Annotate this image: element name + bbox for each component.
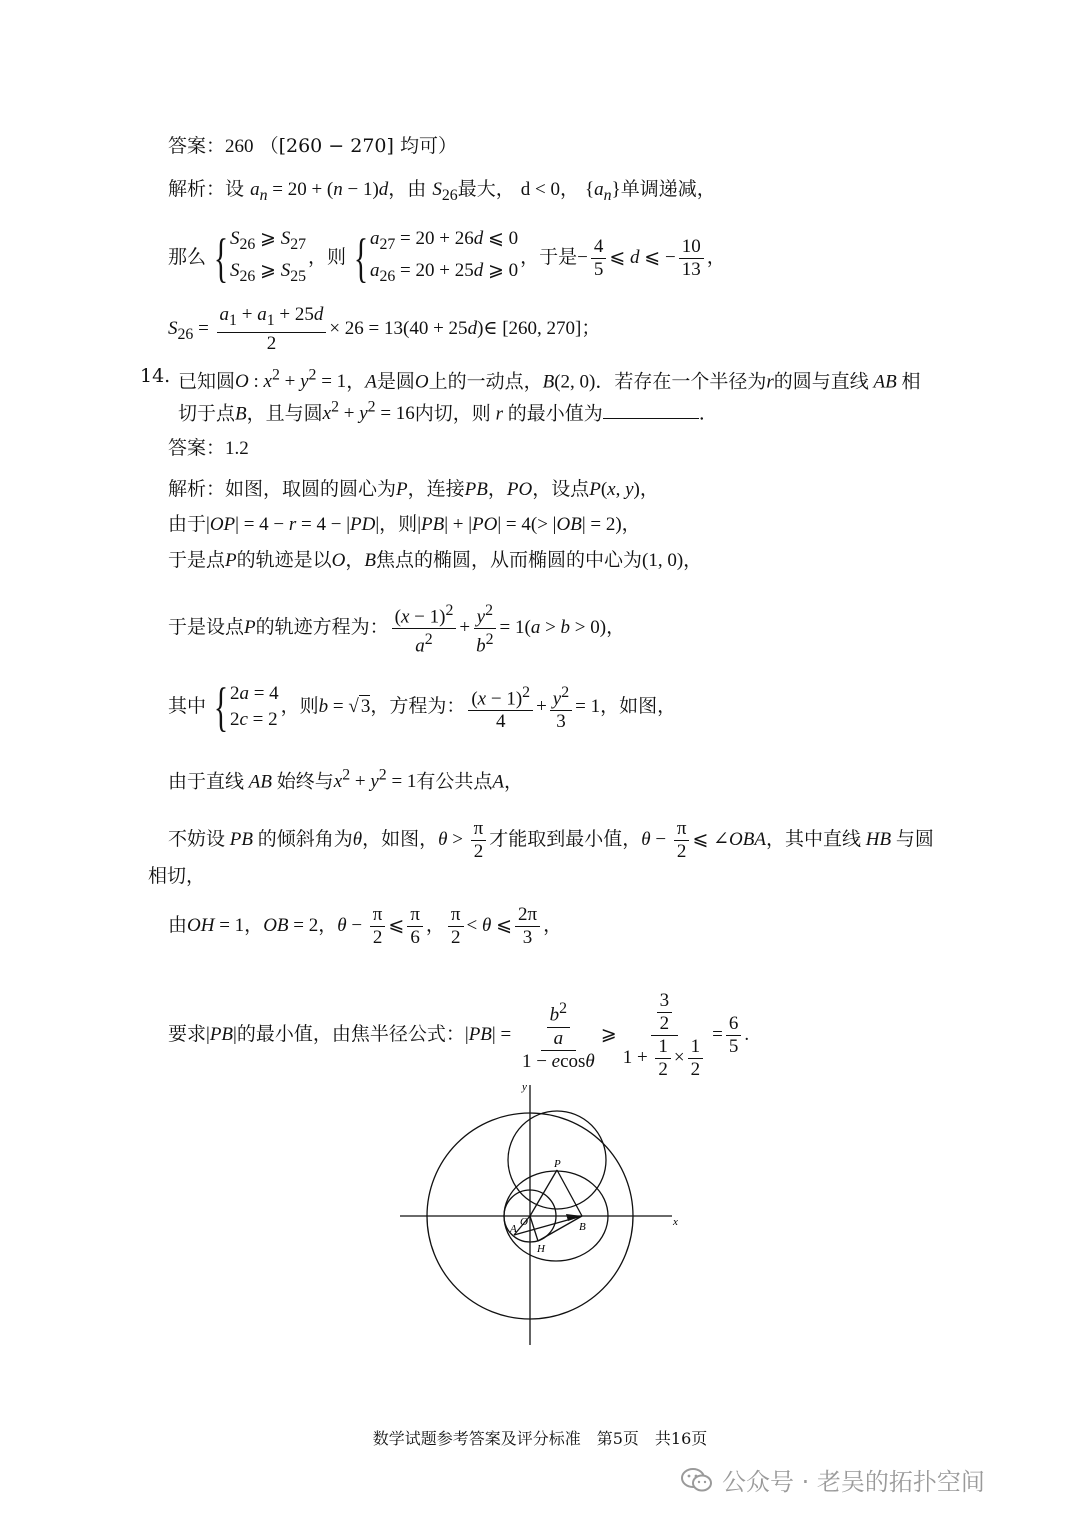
- analysis-14-line4: 于是设点P的轨迹方程为： $\frac{(x - 1)^2}{a^2}$ + $\frac{y^2}{b^2}$ = 1(a > b > 0)，: [168, 602, 626, 657]
- label-H: H: [537, 1243, 545, 1255]
- question-number: 14.: [140, 365, 171, 387]
- analysis-14-line3: 于是点P的轨迹是以O，B焦点的椭圆，从而椭圆的中心为(1, 0)，: [168, 549, 703, 571]
- segment-HB: [538, 1216, 582, 1241]
- question-14-line1: 已知圆O : $x^2 + y^2 = 1$，A是圆O上的一动点，B(2, 0)．若存在一个半径为r的圆与直线 AB 相: [178, 367, 921, 393]
- watermark-text: 公众号 · 老吴的拓扑空间: [722, 1468, 985, 1496]
- answer-13: 答案：260 （[260 − 270] 均可）: [168, 135, 457, 157]
- wechat-icon: [680, 1466, 714, 1494]
- analysis-14-line2: 由于|OP| = 4 − r = 4 − |PD|，则|PB| + |PO| = 4(> |OB| = 2)，: [168, 513, 641, 535]
- question-14-line2: 切于点B，且与圆$x^2 + y^2 = 16$内切，则 r 的最小值为 .: [178, 399, 705, 425]
- analysis-14-line9: 由OH = 1，OB = 2，θ − $\frac{\pi}{2}$ ⩽ $\frac{\pi}{6}$ ， $\frac{\pi}{2}$ < θ ⩽ $\frac{2\pi}{3}$ ，: [168, 904, 563, 948]
- analysis-14-line7: 不妨设 PB 的倾斜角为θ，如图，θ > $\frac{\pi}{2}$ 才能取到最小值，θ − $\frac{\pi}{2}$ ⩽ ∠OBA，其中直线 HB 与圆: [168, 818, 934, 862]
- label-y: y: [522, 1081, 527, 1093]
- geometry-figure: [390, 1075, 690, 1355]
- label-B: B: [579, 1221, 586, 1233]
- analysis-14-line5: 其中 { 2a = 4 2c = 2 ，则b = √ 3，方程为： $\frac{(x - 1)^2}{4}$ + $\frac{y^2}{3}$ = 1，如图，: [168, 677, 677, 737]
- label-x: x: [673, 1216, 678, 1228]
- analysis-14-line1: 解析：如图，取圆的圆心为P，连接PB，PO，设点P(x, y)，: [168, 478, 659, 500]
- label-A: A: [510, 1223, 517, 1235]
- page-footer: 数学试题参考答案及评分标准 第5页 共16页: [372, 1429, 708, 1448]
- watermark: [680, 1462, 985, 1497]
- analysis-13-line3: $S_{26}$ = $\frac{a_1 + a_1 + 25d}{2}$ × 26 = 13(40 + 25d)∈ [260, 270]；: [168, 304, 601, 354]
- analysis-13-line1: 解析：设 $a_n = 20 + (n - 1)d$，由 $S_{26}$最大， d < 0， $\{a_n\}$单调递减，: [168, 178, 716, 204]
- analysis-14-line6: 由于直线 AB 始终与$x^2 + y^2 = 1$有公共点A，: [168, 767, 524, 793]
- analysis-14-line8: 相切，: [148, 865, 206, 887]
- label-O: O: [520, 1216, 528, 1228]
- analysis-14-line10: 要求|PB|的最小值，由焦半径公式：|PB| = $\frac{\frac{b^2}{a}}{1 - ecos\theta}$ ⩾ $\frac{3}{2}$ 1 + $\frac{1}{2}$ × $\frac{1}{2}$ = $\frac{6}{5}$ .: [168, 990, 750, 1080]
- answer-blank[interactable]: [603, 400, 699, 419]
- analysis-13-line2: 那么 { $S_{26}$ ⩾ $S_{27}$ $S_{26}$ ⩾ $S_{25}$ ，则 { $a_{27} = 20 + 26d$ ⩽ 0 $a_{26} = 20 + 25d$ ⩾ 0 ，于是− $\frac{4}{5}$ ⩽ d ⩽ − $\frac{10}{13}$ ，: [168, 227, 726, 288]
- label-P: P: [554, 1158, 561, 1170]
- answer-14: 答案：1.2: [168, 437, 249, 459]
